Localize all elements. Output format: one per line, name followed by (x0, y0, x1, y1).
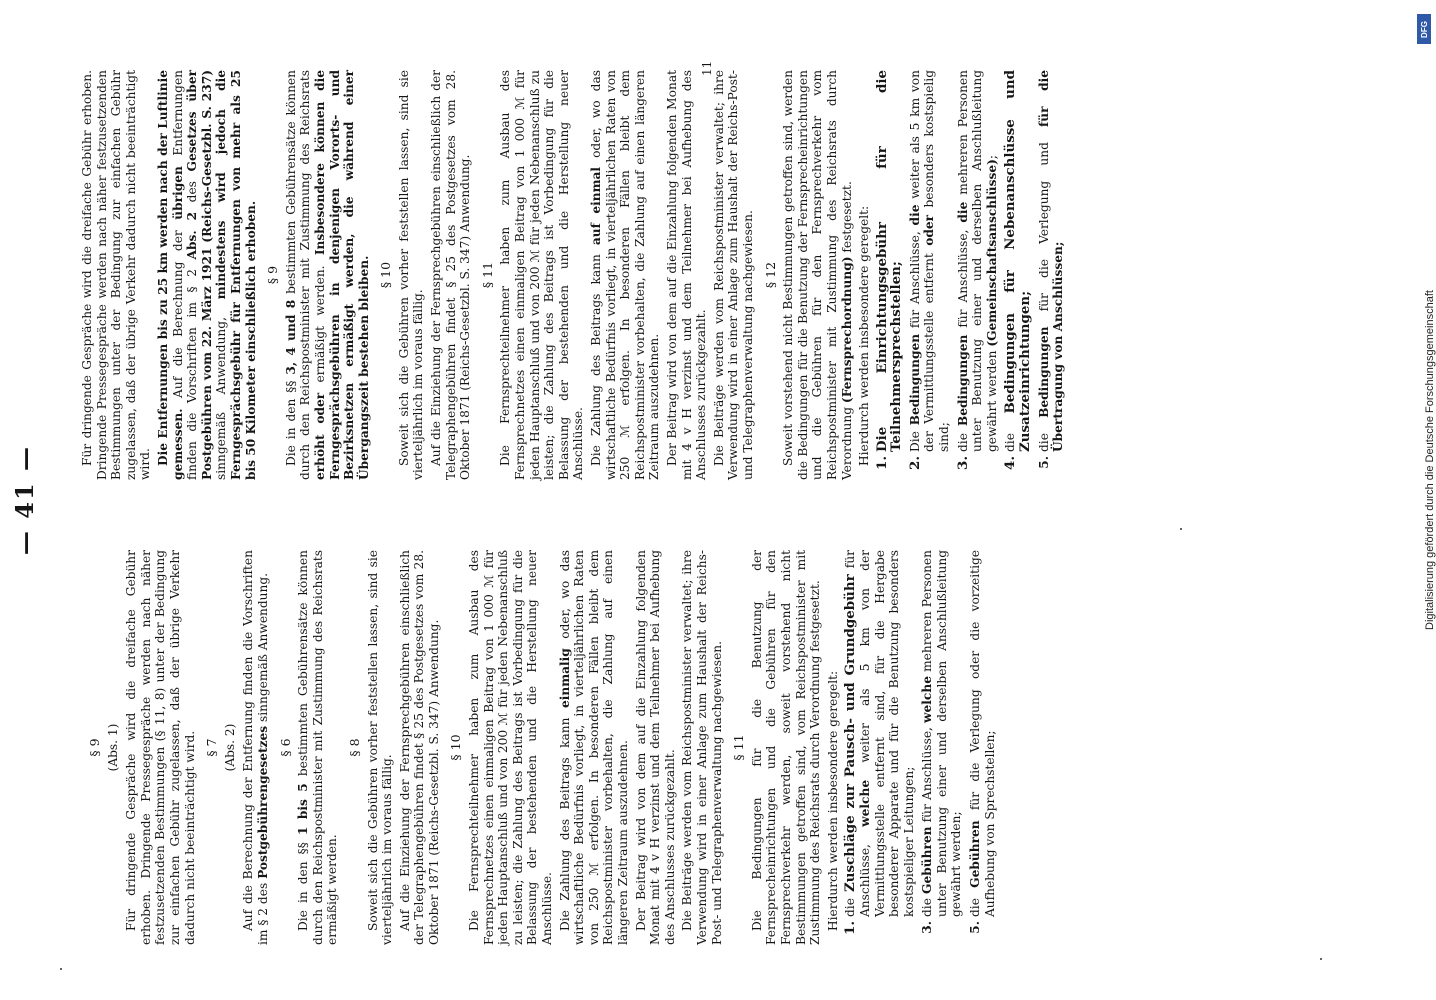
bold-text: Gebühren (920, 826, 935, 894)
text-run: des (185, 171, 200, 212)
text-run: oder, wo das wirtschaftliche Bedürfnis vorliegt, in vierteljährlichen Raten von 250 ℳ erfolgen. In besonderen Fällen bleibt dem Reichspostminister vorbehalten, die Zahlung auf einen längeren Zeitraum auszudehnen. (589, 70, 662, 480)
bold-text: auf einmal (589, 166, 603, 246)
item-number: 1. (873, 456, 890, 470)
paragraph (558, 550, 631, 945)
scan-speck (1180, 528, 1182, 530)
paragraph: Auf die Einziehung der Fernsprechgebühren einschließlich der Telegraphengebühren findet § 25 des Postgesetzes vom 28. Oktober 1871 (Reichs-Gesetzbl. S. 347) Anwendung. (397, 550, 441, 945)
list-item (968, 550, 997, 934)
scan-speck (60, 968, 62, 970)
text-run: Auf die Berechnung der Entfernung finden die Vorschriften im § 2 des (241, 550, 270, 945)
bold-text: Bedingungen (955, 334, 970, 427)
text-run: Die Zahlung des Beitrags kann (557, 708, 572, 931)
section-heading: § 9 (265, 265, 281, 285)
bold-text: welche (857, 779, 872, 827)
paragraph: Die Fernsprechteilnehmer haben zum Ausbau des Fernsprechnetzes einen einmaligen Beitrag von 1 000 ℳ für jeden Hauptanschluß und von 200 ℳ für jeden Nebenanschluß zu leisten; die Zahlung des Beitrags ist Vorbedingung für die Belassung der bestehenden und die Herstellung neuer Anschlüsse. (467, 550, 555, 945)
text-run: die (1036, 417, 1051, 452)
bold-text: die (907, 204, 922, 226)
paragraph: Für dringende Gespräche wird die dreifache Gebühr erhoben. Dringende Pressegespräche werden nach näher festzusetzenden Bestimmungen (§ 11, 8) unter der Bedingung zur einfachen Gebühr zugelassen, daß der übrige Verkehr dadurch nicht beeinträchtigt wird. (124, 550, 197, 945)
text-run: Auf die Berechnung der (170, 219, 185, 409)
text-run: für die Verlegung und (1036, 126, 1051, 327)
text-run: Die (907, 425, 922, 452)
list-item (920, 550, 964, 934)
list-item (873, 70, 905, 470)
list-item (906, 69, 952, 470)
right-column (80, 70, 1070, 480)
list-item (842, 549, 916, 935)
text-run: ermäßigt werden. (312, 255, 327, 393)
text-run: für Anschlüsse, (920, 722, 935, 827)
text-run: die (968, 887, 983, 917)
section-heading: § 9 (87, 738, 102, 757)
bold-text: erhöht oder (312, 392, 327, 480)
text-run: weiter als 5 km von der Vermittlungsstelle entfernt sind, für die Hergabe besonderer Apparate und für die Benutzung besonders kostspieliger Leitungen; (857, 549, 916, 917)
text-run: Die Zahlung des Beitrags kann (589, 245, 603, 466)
numbered-list (875, 70, 1066, 480)
bold-text: Bedingungen für Nebenanschlüsse und Zusatzeinrichtungen; (1002, 70, 1034, 452)
section-heading: § 10 (378, 261, 394, 289)
bold-text: Die Einrichtungsgebühr für die Teilnehmersprechstellen; (873, 70, 905, 452)
item-number: 1. (842, 921, 859, 935)
bold-text: übrigen (170, 166, 185, 220)
item-number: 5. (968, 921, 983, 934)
paragraph: Die Beiträge werden vom Reichspostminister verwaltet; ihre Verwendung wird in einer Anlage zum Haushalt der Reichs-Post- und Telegraphenverwaltung nachgewiesen. (680, 550, 724, 945)
text-run: sinngemäß Anwendung. (255, 572, 270, 726)
bold-text: die (955, 201, 970, 223)
section-heading: § 11 (731, 734, 747, 761)
item-number: 2. (906, 456, 923, 470)
paragraph: Der Beitrag wird von dem auf die Einzahlung folgenden Monat mit 4 v H verzinst und dem Teilnehmer bei Aufhebung des Anschlusses zurückgezahlt. (664, 70, 709, 480)
paragraph: Hierdurch werden insbesondere geregelt: (825, 670, 840, 931)
text-run: weiter als 5 km von der Vermittlungsstelle entfernt (907, 70, 937, 452)
paragraph: Hierdurch werden insbesondere geregelt: (857, 205, 872, 466)
bold-text: welche (920, 676, 935, 723)
text-run: Die in den §§ (283, 374, 298, 466)
numbered-list (843, 550, 997, 945)
bold-text: Abs. 2 (185, 211, 200, 260)
paragraph (589, 70, 662, 480)
bold-text: Gebühren (968, 820, 983, 888)
section-heading: § 10 (448, 734, 464, 761)
paragraph (156, 70, 258, 480)
paragraph (241, 550, 270, 945)
paragraph (296, 550, 340, 945)
paragraph-ref: (Abs. 1) (105, 723, 120, 772)
bold-text: oder (922, 214, 937, 246)
bold-text: Postgebührengesetzes (255, 725, 270, 879)
text-run: für Anschlüsse, (843, 550, 872, 917)
text-run: Die in den §§ (296, 835, 311, 931)
bold-text: (Gemeinschaftsanschlüsse) (984, 159, 999, 347)
text-run: für Anschlüsse, (955, 222, 970, 335)
bold-text: (Fernsprechordnung) (839, 256, 854, 404)
scan-speck (1320, 958, 1322, 960)
section-heading: § 6 (277, 738, 293, 757)
paragraph: Der Beitrag wird von dem auf die Einzahlung folgenden Monat mit 4 v H verzinst und dem Teilnehmer bei Aufhebung des Anschlusses zurückgezahlt. (633, 550, 677, 945)
paragraph: Für dringende Gespräche wird die dreifache Gebühr erhoben. Dringende Pressegespräche werden nach näher festzusetzenden Bestimmungen unter der Bedingung zur einfachen Gebühr zugelassen, daß der übrige Verkehr dadurch nicht beeinträchtigt wird. (80, 70, 153, 480)
footer-page-number: 11 (700, 60, 714, 76)
text-run: bestimmten Gebührensätze können durch den Reichspostminister mit Zustimmung des Reichsrats ermäßigt werden. (296, 550, 340, 945)
bold-text: Bedingungen (907, 333, 922, 426)
item-number: 3. (920, 921, 935, 934)
text-run: die (955, 426, 970, 452)
text-run: für die Verlegung oder die vorzeitige Aufhebung von Sprechstellen; (968, 550, 997, 917)
item-number: 4. (1002, 456, 1019, 470)
paragraph: Die Bedingungen für die Benutzung der Fernsprecheinrichtungen und die Gebühren für den Fernsprechverkehr werden, soweit vorstehend nicht Bestimmungen getroffen sind, vom Reichspostminister mit Zustimmung des Reichsrats durch Verordnung festgesetzt. (749, 550, 823, 945)
text-run: Soweit vorstehend nicht Bestimmungen getroffen sind, werden die Bedingungen für die Benutzung der Fernsprecheinrichtungen und die Gebühren für den Fernsprechverkehr vom Reichspostminister mit Zustimmung des Reichsrats durch Verordnung (781, 70, 854, 480)
text-run: mehreren Personen unter Benutzung einer und derselben Anschlußleitung gewährt werden; (920, 550, 964, 917)
dfg-logo (1417, 14, 1431, 44)
bold-text: Zuschläge zur Pausch- und Grundgebühr (842, 574, 859, 892)
paragraph: Soweit sich die Gebühren vorher feststellen lassen, sind sie vierteljährlich im voraus fällig. (396, 70, 426, 480)
item-number: 3. (954, 456, 971, 470)
dfg-logo-text: DFG (1419, 20, 1429, 38)
list-item (1036, 70, 1066, 469)
left-column (80, 550, 1001, 945)
text-run: sinngemäß Anwendung, (214, 299, 229, 480)
text-run: ; (984, 155, 999, 160)
section-heading: § 12 (762, 261, 778, 289)
paragraph: Auf die Einziehung der Fernsprechgebühren einschließlich der Telegraphengebühren findet § 25 des Postgesetzes vom 28. Oktober 1871 (Reichs-Gesetzbl. S. 347) Anwendung. (429, 70, 473, 480)
bold-text: Bedingungen (1036, 326, 1051, 418)
paragraph: Die Beiträge werden vom Reichspostminister verwaltet; ihre Verwendung wird in einer Anlage zum Haushalt der Reichs-Post- und Telegraphenverwaltung nachgewiesen. (711, 70, 755, 480)
paragraph (781, 70, 854, 480)
bold-text: Gesetzes über Postgebühren vom 22. März 1921 (Reichs-Gesetzbl. S. 237) (185, 70, 214, 480)
section-heading: § 11 (479, 261, 495, 289)
bold-text: 1 bis 5 (296, 783, 311, 836)
page-number: — 41 — (10, 444, 39, 556)
paragraph: Die Fernsprechteilnehmer haben zum Ausbau des Fernsprechnetzes einen einmaligen Beitrag von 1 000 ℳ für jeden Hauptanschluß und von 200 ℳ für jeden Nebenanschluß zu leisten; die Zahlung des Beitrags ist Vorbedingung für die Belassung der bestehenden und die Herstellung neuer Anschlüsse. (498, 70, 586, 480)
paragraph: Soweit sich die Gebühren vorher feststellen lassen, sind sie vierteljährlich im voraus fällig. (365, 550, 395, 945)
bold-text: 3, 4 und 8 (283, 299, 298, 375)
funding-note (1416, 10, 1436, 990)
item-number: 5. (1036, 456, 1051, 469)
section-heading: § 8 (346, 738, 362, 757)
list-item (954, 70, 1000, 470)
bold-text: für die Übertragung von Anschlüssen; (1036, 70, 1066, 452)
text-run: für Anschlüsse, (907, 225, 922, 334)
text-run: bestimmten Gebührensätze können durch den Reichspostminister mit Zustimmung des Reichsrats (283, 70, 313, 480)
text-run: die (1003, 413, 1018, 452)
paragraph (284, 70, 372, 480)
bold-text: mindestens wird jedoch die Ferngesprächsgebühr für Entfernungen von mehr als 25 bis 50 Kilometer einschließlich erhoben. (214, 70, 258, 480)
text-run: mehreren Personen unter Benutzung einer und derselben Anschlußleitung gewährt werden (955, 70, 999, 452)
funding-note-text: Digitalisierung gefördert durch die Deutsche Forschungsgemeinschaft (1424, 290, 1436, 630)
text-run: oder, wo das wirtschaftliche Bedürfnis vorliegt, in vierteljährlichen Raten von 250 ℳ erfolgen. In besonderen Fällen bleibt dem Reichspostminister vorbehalten, die Zahlung auf einen längeren Zeitraum auszudehnen. (557, 550, 630, 945)
text-run: besonders kostspielig sind; (922, 69, 952, 452)
section-heading: § 7 (204, 738, 220, 757)
text-run: festgesetzt. (839, 181, 854, 257)
bold-text: einmalig (557, 648, 572, 709)
bold-text: Die Entfernungen bis zu 25 km werden nach der Luftlinie gemessen. (155, 70, 185, 480)
paragraph-ref: (Abs. 2) (222, 723, 237, 772)
text-run: die (843, 891, 858, 917)
bold-text: Insbesondere können die Ferngesprächsgebühren in denjenigen Vororts- und Bezirksnetzen ermäßigt werden, die während einer Übergangszeit bestehen bleiben. (312, 70, 371, 480)
list-item (1002, 70, 1034, 470)
text-run: Entfernungen finden die Vorschriften im § 2 (170, 69, 200, 480)
text-run: die (920, 893, 935, 917)
